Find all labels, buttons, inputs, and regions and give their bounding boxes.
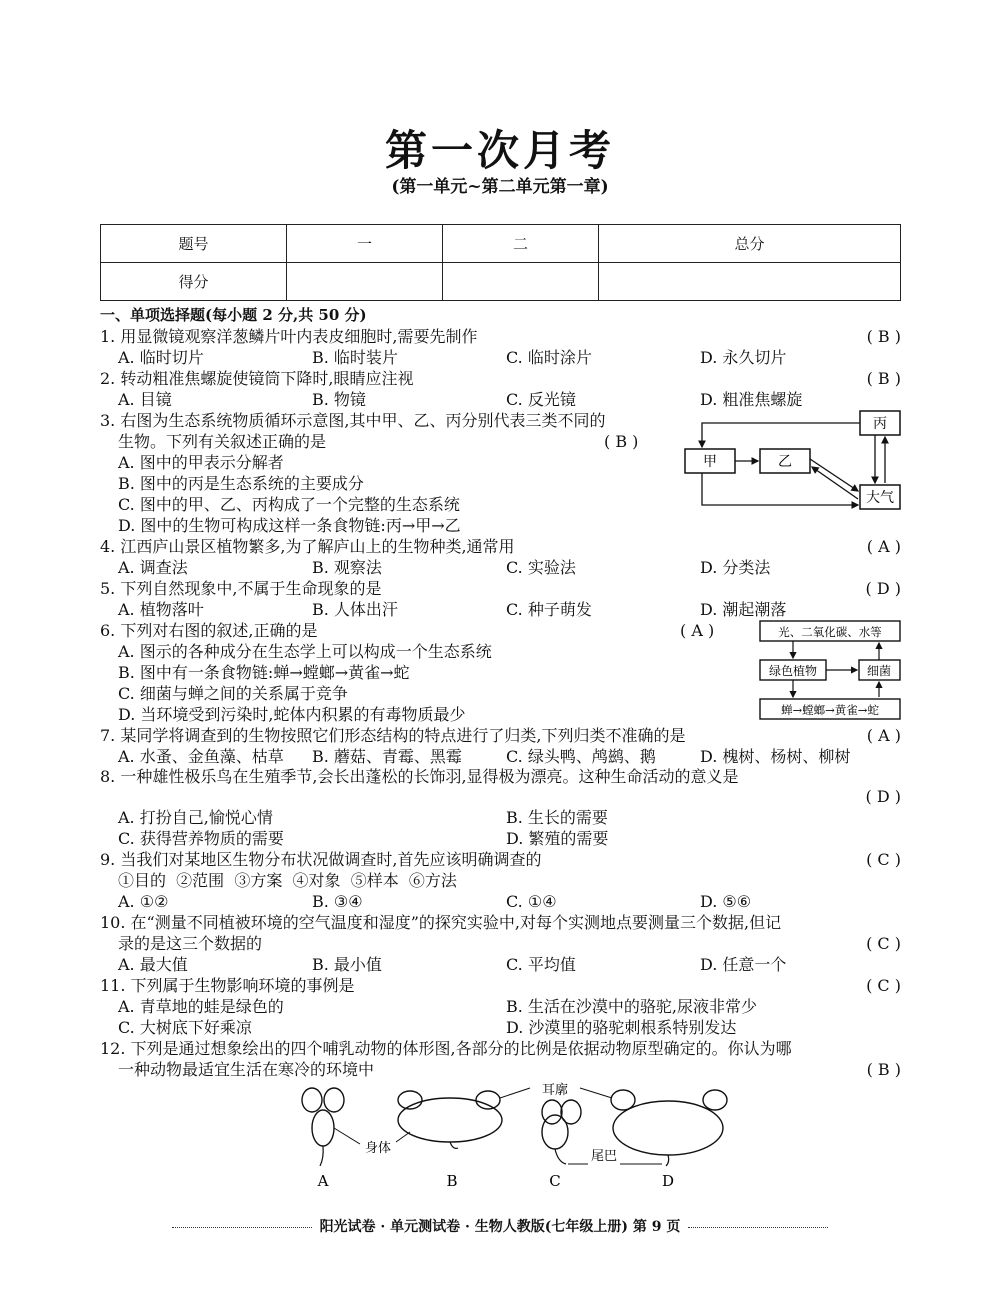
score-cell-2[interactable] <box>442 263 598 301</box>
page-subtitle: (第一单元~第二单元第一章) <box>391 177 609 197</box>
score-row-label: 得分 <box>101 263 287 301</box>
q9-stem: 9. 当我们对某地区生物分布状况做调查时,首先应该明确调查的 <box>100 850 542 869</box>
q3-answer: ( B ) <box>604 432 639 451</box>
q1-option-b: B. 临时装片 <box>312 348 398 367</box>
q1-answer: ( B ) <box>866 327 901 346</box>
q10-stem: 10. 在“测量不同植被环境的空气温度和湿度”的探究实验中,对每个实测地点要测量三个数据,但记 <box>100 913 782 932</box>
q3-option-d: D. 图中的生物可构成这样一条食物链:丙→甲→乙 <box>118 516 461 535</box>
q4-stem: 4. 江西庐山景区植物繁多,为了解庐山上的生物种类,通常用 <box>100 537 515 556</box>
q6-ecosystem-diagram <box>755 618 905 722</box>
q10-answer: ( C ) <box>866 934 901 953</box>
q12-label-tail: 尾巴 <box>590 1149 618 1164</box>
q6-option-d: D. 当环境受到污染时,蛇体内积累的有毒物质最少 <box>118 705 466 724</box>
q5-option-b: B. 人体出汗 <box>312 600 398 619</box>
score-table <box>100 224 901 301</box>
q12-stem: 12. 下列是通过想象绘出的四个哺乳动物的体形图,各部分的比例是依据动物原型确定的。你认为哪 <box>100 1039 792 1058</box>
q3-node-yi: 乙 <box>778 454 792 470</box>
q8-option-c: C. 获得营养物质的需要 <box>118 829 284 848</box>
q12-option-c: C <box>549 1172 561 1190</box>
q6-node-bacteria: 细菌 <box>866 664 892 678</box>
q5-option-c: C. 种子萌发 <box>506 600 592 619</box>
page-footer <box>100 1216 900 1236</box>
q2-option-c: C. 反光镜 <box>506 390 576 409</box>
q7-stem: 7. 某同学将调查到的生物按照它们形态结构的特点进行了归类,下列归类不准确的是 <box>100 726 686 745</box>
q3-cycle-diagram <box>680 405 905 515</box>
q2-option-d: D. 粗准焦螺旋 <box>700 390 803 409</box>
q9-option-a: A. ①② <box>118 892 169 911</box>
q6-option-c: C. 细菌与蝉之间的关系属于竞争 <box>118 684 348 703</box>
section-heading: 一、单项选择题(每小题 2 分,共 50 分) <box>100 306 367 324</box>
q5-answer: ( D ) <box>865 579 901 598</box>
score-col-1: 一 <box>287 225 443 263</box>
q9-option-d: D. ⑤⑥ <box>700 892 752 911</box>
q2-option-a: A. 目镜 <box>118 390 172 409</box>
q11-option-b: B. 生活在沙漠中的骆驼,尿液非常少 <box>506 997 758 1016</box>
q11-option-d: D. 沙漠里的骆驼刺根系特别发达 <box>506 1018 737 1037</box>
q2-stem: 2. 转动粗准焦螺旋使镜筒下降时,眼睛应注视 <box>100 369 414 388</box>
q8-stem: 8. 一种雄性极乐鸟在生殖季节,会长出蓬松的长饰羽,显得极为漂亮。这种生命活动的意义是 <box>100 767 739 786</box>
score-cell-total[interactable] <box>598 263 900 301</box>
score-cell-1[interactable] <box>287 263 443 301</box>
q9-items: ①目的 ②范围 ③方案 ④对象 ⑤样本 ⑥方法 <box>118 871 457 890</box>
q3-node-bing: 丙 <box>873 416 887 432</box>
q11-option-c: C. 大树底下好乘凉 <box>118 1018 252 1037</box>
q9-option-b: B. ③④ <box>312 892 363 911</box>
q1-option-a: A. 临时切片 <box>118 348 204 367</box>
q7-option-a: A. 水蚤、金鱼藻、枯草 <box>118 747 284 766</box>
q3-option-b: B. 图中的丙是生态系统的主要成分 <box>118 474 364 493</box>
q11-stem: 11. 下列属于生物影响环境的事例是 <box>100 976 355 995</box>
q6-stem: 6. 下列对右图的叙述,正确的是 <box>100 621 318 640</box>
q10-option-d: D. 任意一个 <box>700 955 787 974</box>
q6-node-food-chain: 蝉→螳螂→黄雀→蛇 <box>781 703 879 717</box>
q7-option-b: B. 蘑菇、青霉、黑霉 <box>312 747 462 766</box>
q6-node-environment: 光、二氧化碳、水等 <box>778 625 882 639</box>
q6-option-b: B. 图中有一条食物链:蝉→螳螂→黄雀→蛇 <box>118 663 410 682</box>
q1-option-c: C. 临时涂片 <box>506 348 592 367</box>
score-col-2: 二 <box>442 225 598 263</box>
q6-node-plants: 绿色植物 <box>768 664 818 678</box>
footer-text: 阳光试卷 · 单元测试卷 · 生物人教版(七年级上册) 第 9 页 <box>319 1219 681 1235</box>
q3-node-jia: 甲 <box>703 454 717 470</box>
q4-option-d: D. 分类法 <box>700 558 771 577</box>
q10-stem-cont: 录的是这三个数据的 <box>118 934 263 953</box>
q12-answer: ( B ) <box>866 1060 901 1079</box>
q6-option-a: A. 图示的各种成分在生态学上可以构成一个生态系统 <box>118 642 492 661</box>
q12-option-d: D <box>661 1172 675 1190</box>
score-table-score-row <box>101 263 901 301</box>
q4-option-b: B. 观察法 <box>312 558 382 577</box>
q3-stem: 3. 右图为生态系统物质循环示意图,其中甲、乙、丙分别代表三类不同的 <box>100 411 606 430</box>
q6-answer: ( A ) <box>680 621 715 640</box>
q11-answer: ( C ) <box>866 976 901 995</box>
q10-option-a: A. 最大值 <box>118 955 188 974</box>
q1-option-d: D. 永久切片 <box>700 348 787 367</box>
q7-option-c: C. 绿头鸭、鸬鹚、鹅 <box>506 747 656 766</box>
score-table-header-row <box>101 225 901 263</box>
q4-answer: ( A ) <box>866 537 901 556</box>
q12-label-ear: 耳廓 <box>541 1083 569 1098</box>
score-col-label: 题号 <box>101 225 287 263</box>
q5-option-d: D. 潮起潮落 <box>700 600 787 619</box>
q10-option-b: B. 最小值 <box>312 955 382 974</box>
q9-option-c: C. ①④ <box>506 892 557 911</box>
q8-option-d: D. 繁殖的需要 <box>506 829 609 848</box>
q12-option-b: B <box>446 1172 458 1190</box>
q8-option-b: B. 生长的需要 <box>506 808 608 827</box>
q3-option-c: C. 图中的甲、乙、丙构成了一个完整的生态系统 <box>118 495 460 514</box>
q5-stem: 5. 下列自然现象中,不属于生命现象的是 <box>100 579 382 598</box>
q8-answer: ( D ) <box>865 787 901 806</box>
q4-option-a: A. 调查法 <box>118 558 188 577</box>
q9-answer: ( C ) <box>866 850 901 869</box>
q12-animal-diagram <box>290 1078 750 1192</box>
footer-dots-left <box>172 1227 312 1228</box>
q12-label-body: 身体 <box>364 1141 392 1156</box>
q3-node-air: 大气 <box>866 490 894 506</box>
q12-option-a: A <box>317 1172 329 1190</box>
q8-option-a: A. 打扮自己,愉悦心情 <box>118 808 273 827</box>
q2-option-b: B. 物镜 <box>312 390 366 409</box>
page-title: 第一次月考 <box>384 126 615 175</box>
q4-option-c: C. 实验法 <box>506 558 576 577</box>
footer-dots-right <box>688 1227 828 1228</box>
q1-stem: 1. 用显微镜观察洋葱鳞片叶内表皮细胞时,需要先制作 <box>100 327 478 346</box>
q7-answer: ( A ) <box>866 726 901 745</box>
q11-option-a: A. 青草地的蛙是绿色的 <box>118 997 284 1016</box>
q3-stem-cont: 生物。下列有关叙述正确的是 <box>118 432 327 451</box>
q2-answer: ( B ) <box>866 369 901 388</box>
q3-option-a: A. 图中的甲表示分解者 <box>118 453 284 472</box>
q5-option-a: A. 植物落叶 <box>118 600 204 619</box>
q10-option-c: C. 平均值 <box>506 955 576 974</box>
score-col-total: 总分 <box>598 225 900 263</box>
q7-option-d: D. 槐树、杨树、柳树 <box>700 747 851 766</box>
q12-stem-cont: 一种动物最适宜生活在寒冷的环境中 <box>118 1060 375 1079</box>
